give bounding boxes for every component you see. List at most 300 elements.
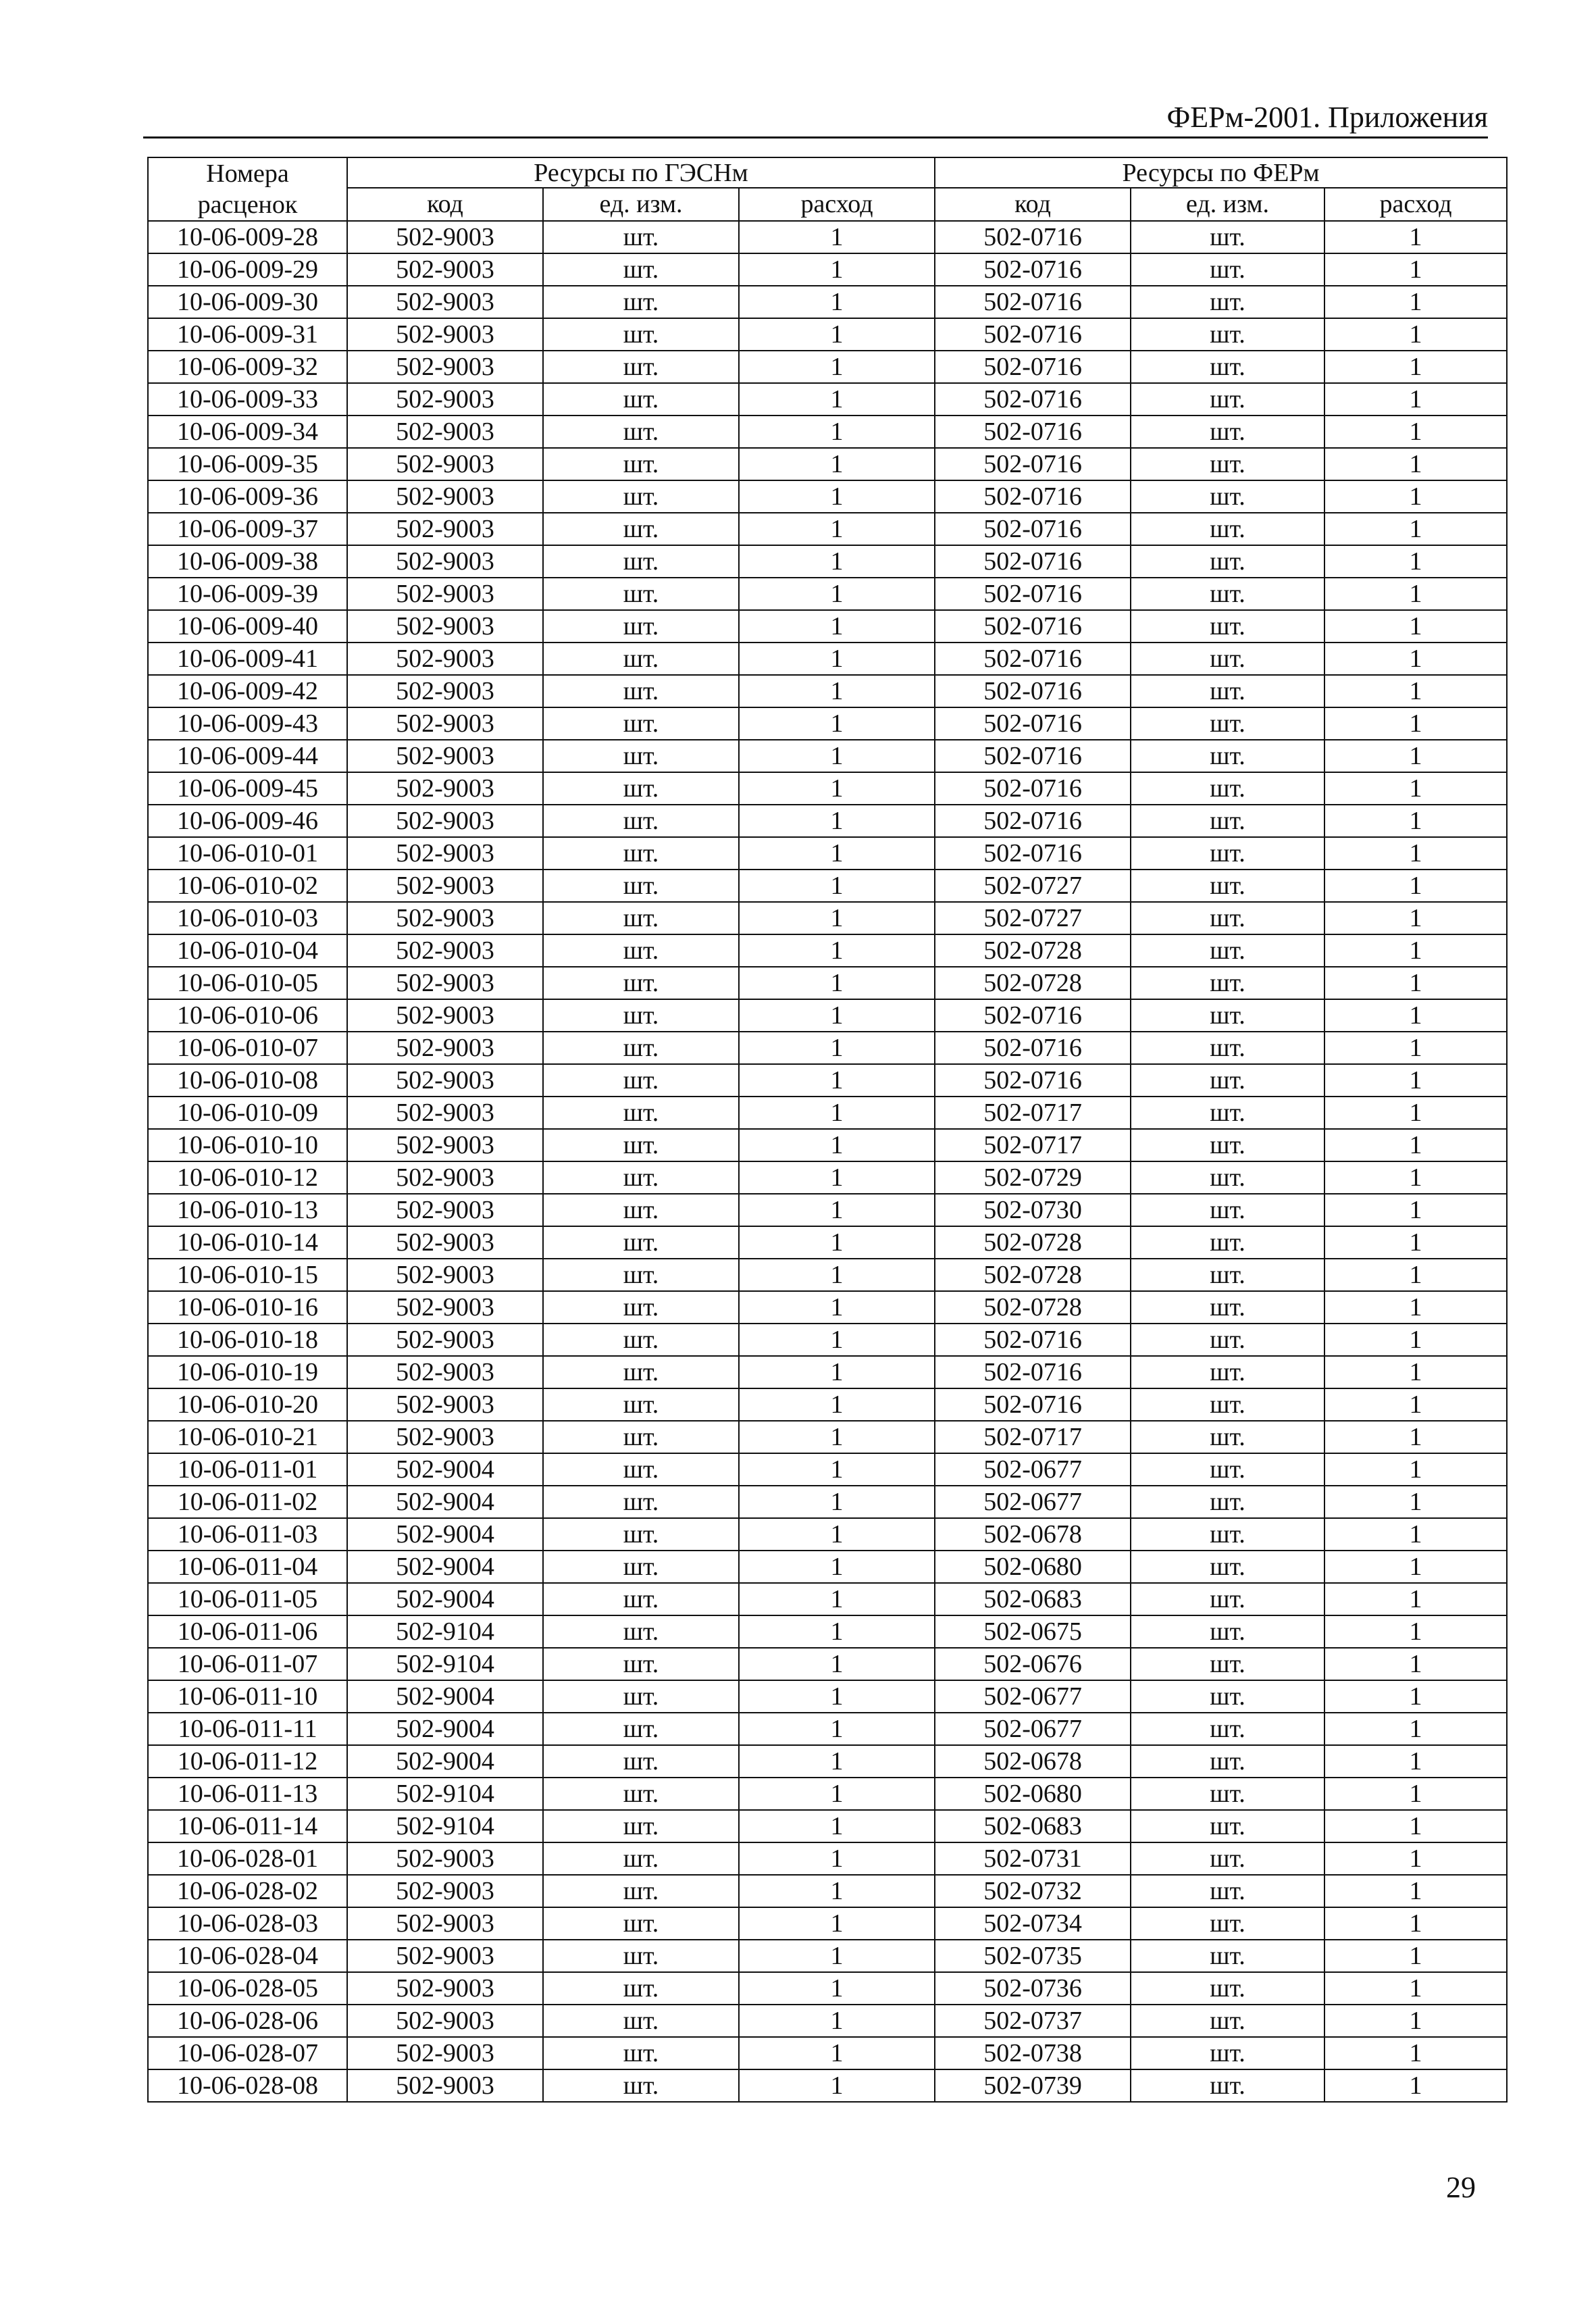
fer-qty-cell: 1 (1324, 1842, 1507, 1875)
fer-code-cell: 502-0732 (935, 1875, 1131, 1907)
running-head: ФЕРм-2001. Приложения (1166, 101, 1488, 134)
gesn-qty-cell: 1 (739, 837, 935, 870)
fer-code-cell: 502-0676 (935, 1648, 1131, 1680)
rate-number-cell: 10-06-011-14 (148, 1810, 347, 1842)
gesn-code-cell: 502-9003 (347, 1940, 543, 1972)
table-row (148, 480, 1507, 513)
gesn-code-cell: 502-9104 (347, 1778, 543, 1810)
gesn-qty-cell: 1 (739, 545, 935, 578)
gesn-code-cell: 502-9003 (347, 480, 543, 513)
fer-unit-cell: шт. (1131, 578, 1324, 610)
table-row (148, 1518, 1507, 1551)
fer-unit-cell: шт. (1131, 1226, 1324, 1259)
fer-code-cell: 502-0675 (935, 1615, 1131, 1648)
gesn-unit-cell: шт. (543, 1161, 739, 1194)
table-row (148, 221, 1507, 253)
gesn-code-cell: 502-9003 (347, 740, 543, 772)
gesn-qty-cell: 1 (739, 1259, 935, 1291)
fer-qty-cell: 1 (1324, 2069, 1507, 2102)
fer-unit-cell: шт. (1131, 351, 1324, 383)
fer-qty-cell: 1 (1324, 351, 1507, 383)
fer-code-cell: 502-0716 (935, 545, 1131, 578)
rate-number-cell: 10-06-011-12 (148, 1745, 347, 1778)
fer-qty-cell: 1 (1324, 1907, 1507, 1940)
fer-unit-cell: шт. (1131, 1032, 1324, 1064)
gesn-code-cell: 502-9004 (347, 1583, 543, 1615)
gesn-qty-cell: 1 (739, 1615, 935, 1648)
table-row (148, 1486, 1507, 1518)
fer-qty-cell: 1 (1324, 416, 1507, 448)
fer-qty-cell: 1 (1324, 1064, 1507, 1097)
gesn-code-cell: 502-9003 (347, 1972, 543, 2005)
fer-code-cell: 502-0716 (935, 221, 1131, 253)
gesn-qty-cell: 1 (739, 318, 935, 351)
table-row (148, 448, 1507, 480)
fer-code-cell: 502-0716 (935, 707, 1131, 740)
gesn-code-cell: 502-9003 (347, 351, 543, 383)
rate-number-cell: 10-06-028-01 (148, 1842, 347, 1875)
fer-code-cell: 502-0677 (935, 1713, 1131, 1745)
gesn-code-cell: 502-9003 (347, 578, 543, 610)
fer-code-cell: 502-0716 (935, 448, 1131, 480)
gesn-code-cell: 502-9003 (347, 1129, 543, 1161)
fer-qty-cell: 1 (1324, 1161, 1507, 1194)
fer-qty-cell: 1 (1324, 934, 1507, 967)
rate-number-cell: 10-06-009-34 (148, 416, 347, 448)
rate-number-cell: 10-06-010-21 (148, 1421, 347, 1453)
fer-code-cell: 502-0717 (935, 1097, 1131, 1129)
table-row (148, 1324, 1507, 1356)
gesn-unit-cell: шт. (543, 253, 739, 286)
gesn-unit-cell: шт. (543, 805, 739, 837)
fer-unit-cell: шт. (1131, 1680, 1324, 1713)
gesn-code-cell: 502-9003 (347, 1907, 543, 1940)
gesn-code-cell: 502-9003 (347, 1161, 543, 1194)
page-number: 29 (1446, 2171, 1476, 2204)
rate-number-cell: 10-06-028-06 (148, 2005, 347, 2037)
fer-code-cell: 502-0728 (935, 1259, 1131, 1291)
rate-number-cell: 10-06-010-15 (148, 1259, 347, 1291)
gesn-qty-cell: 1 (739, 448, 935, 480)
gesn-unit-cell: шт. (543, 1356, 739, 1388)
fer-qty-cell: 1 (1324, 1972, 1507, 2005)
table-row (148, 578, 1507, 610)
fer-unit-header: ед. изм. (1131, 188, 1324, 221)
resource-table (147, 157, 1508, 2103)
fer-code-cell: 502-0739 (935, 2069, 1131, 2102)
fer-unit-cell: шт. (1131, 1324, 1324, 1356)
gesn-unit-cell: шт. (543, 1680, 739, 1713)
fer-unit-cell: шт. (1131, 416, 1324, 448)
fer-unit-cell: шт. (1131, 1486, 1324, 1518)
fer-unit-cell: шт. (1131, 1259, 1324, 1291)
header-rule (143, 136, 1488, 139)
fer-qty-cell: 1 (1324, 1421, 1507, 1453)
gesn-qty-cell: 1 (739, 253, 935, 286)
gesn-qty-cell: 1 (739, 870, 935, 902)
table-row (148, 2037, 1507, 2069)
fer-qty-cell: 1 (1324, 2037, 1507, 2069)
fer-unit-cell: шт. (1131, 2069, 1324, 2102)
table-row (148, 1259, 1507, 1291)
gesn-code-cell: 502-9003 (347, 1875, 543, 1907)
gesn-code-cell: 502-9003 (347, 545, 543, 578)
fer-qty-cell: 1 (1324, 286, 1507, 318)
gesn-qty-cell: 1 (739, 1032, 935, 1064)
fer-unit-cell: шт. (1131, 383, 1324, 416)
fer-qty-cell: 1 (1324, 221, 1507, 253)
gesn-unit-cell: шт. (543, 545, 739, 578)
fer-unit-cell: шт. (1131, 610, 1324, 643)
gesn-code-cell: 502-9104 (347, 1810, 543, 1842)
fer-qty-cell: 1 (1324, 448, 1507, 480)
rate-number-cell: 10-06-011-13 (148, 1778, 347, 1810)
gesn-qty-cell: 1 (739, 351, 935, 383)
fer-qty-cell: 1 (1324, 253, 1507, 286)
gesn-code-cell: 502-9003 (347, 870, 543, 902)
gesn-code-cell: 502-9003 (347, 286, 543, 318)
rate-number-cell: 10-06-010-10 (148, 1129, 347, 1161)
table-row (148, 675, 1507, 707)
gesn-code-cell: 502-9003 (347, 1259, 543, 1291)
table-row (148, 902, 1507, 934)
fer-code-cell: 502-0735 (935, 1940, 1131, 1972)
gesn-qty-cell: 1 (739, 1778, 935, 1810)
table-row (148, 1680, 1507, 1713)
fer-unit-cell: шт. (1131, 1810, 1324, 1842)
fer-code-cell: 502-0727 (935, 902, 1131, 934)
rate-number-cell: 10-06-009-36 (148, 480, 347, 513)
rate-number-cell: 10-06-010-09 (148, 1097, 347, 1129)
fer-unit-cell: шт. (1131, 934, 1324, 967)
table-row (148, 1356, 1507, 1388)
gesn-qty-cell: 1 (739, 480, 935, 513)
fer-unit-cell: шт. (1131, 1421, 1324, 1453)
rate-number-cell: 10-06-009-28 (148, 221, 347, 253)
fer-qty-cell: 1 (1324, 1356, 1507, 1388)
gesn-code-cell: 502-9003 (347, 448, 543, 480)
table-row (148, 1940, 1507, 1972)
table-row (148, 1194, 1507, 1226)
fer-unit-cell: шт. (1131, 1875, 1324, 1907)
table-row (148, 1551, 1507, 1583)
table-row (148, 1810, 1507, 1842)
gesn-code-cell: 502-9003 (347, 1421, 543, 1453)
gesn-unit-cell: шт. (543, 221, 739, 253)
fer-qty-cell: 1 (1324, 1778, 1507, 1810)
rate-number-cell: 10-06-010-18 (148, 1324, 347, 1356)
fer-code-cell: 502-0683 (935, 1583, 1131, 1615)
rate-number-cell: 10-06-011-07 (148, 1648, 347, 1680)
fer-unit-cell: шт. (1131, 318, 1324, 351)
fer-code-cell: 502-0737 (935, 2005, 1131, 2037)
gesn-qty-cell: 1 (739, 1713, 935, 1745)
fer-qty-cell: 1 (1324, 1194, 1507, 1226)
table-row (148, 1291, 1507, 1324)
fer-qty-cell: 1 (1324, 2005, 1507, 2037)
gesn-qty-cell: 1 (739, 1388, 935, 1421)
fer-qty-cell: 1 (1324, 643, 1507, 675)
rate-number-cell: 10-06-011-04 (148, 1551, 347, 1583)
gesn-unit-cell: шт. (543, 1129, 739, 1161)
table-row (148, 870, 1507, 902)
gesn-qty-cell: 1 (739, 1518, 935, 1551)
gesn-qty-cell: 1 (739, 1551, 935, 1583)
fer-code-cell: 502-0728 (935, 1226, 1131, 1259)
gesn-qty-cell: 1 (739, 1972, 935, 2005)
rate-number-cell: 10-06-010-19 (148, 1356, 347, 1388)
fer-unit-cell: шт. (1131, 967, 1324, 999)
gesn-unit-cell: шт. (543, 318, 739, 351)
fer-code-cell: 502-0716 (935, 740, 1131, 772)
fer-qty-cell: 1 (1324, 1810, 1507, 1842)
rate-number-cell: 10-06-028-04 (148, 1940, 347, 1972)
gesn-code-cell: 502-9004 (347, 1745, 543, 1778)
fer-code-cell: 502-0730 (935, 1194, 1131, 1226)
rate-number-cell: 10-06-011-03 (148, 1518, 347, 1551)
col-rate-header (148, 157, 347, 221)
gesn-unit-cell: шт. (543, 675, 739, 707)
fer-code-cell: 502-0716 (935, 643, 1131, 675)
fer-code-cell: 502-0680 (935, 1551, 1131, 1583)
fer-unit-cell: шт. (1131, 253, 1324, 286)
gesn-qty-cell: 1 (739, 1648, 935, 1680)
rate-number-cell: 10-06-010-20 (148, 1388, 347, 1421)
gesn-qty-cell: 1 (739, 1875, 935, 1907)
gesn-qty-cell: 1 (739, 902, 935, 934)
table-row (148, 1615, 1507, 1648)
gesn-code-cell: 502-9003 (347, 1064, 543, 1097)
fer-code-cell: 502-0716 (935, 610, 1131, 643)
fer-unit-cell: шт. (1131, 837, 1324, 870)
table-row (148, 253, 1507, 286)
gesn-unit-cell: шт. (543, 1324, 739, 1356)
table-row (148, 740, 1507, 772)
rate-number-cell: 10-06-009-32 (148, 351, 347, 383)
gesn-unit-cell: шт. (543, 870, 739, 902)
table-row (148, 1421, 1507, 1453)
fer-code-header: код (935, 188, 1131, 221)
gesn-qty-cell: 1 (739, 999, 935, 1032)
rate-number-cell: 10-06-009-31 (148, 318, 347, 351)
gesn-code-cell: 502-9003 (347, 1226, 543, 1259)
rate-number-cell: 10-06-010-16 (148, 1291, 347, 1324)
gesn-code-cell: 502-9004 (347, 1713, 543, 1745)
fer-qty-cell: 1 (1324, 1648, 1507, 1680)
rate-number-cell: 10-06-028-08 (148, 2069, 347, 2102)
fer-code-cell: 502-0716 (935, 1356, 1131, 1388)
fer-code-cell: 502-0731 (935, 1842, 1131, 1875)
gesn-code-header: код (347, 188, 543, 221)
fer-qty-cell: 1 (1324, 1615, 1507, 1648)
gesn-qty-cell: 1 (739, 1907, 935, 1940)
gesn-unit-cell: шт. (543, 2069, 739, 2102)
rate-number-cell: 10-06-028-02 (148, 1875, 347, 1907)
gesn-qty-cell: 1 (739, 643, 935, 675)
gesn-qty-cell: 1 (739, 1421, 935, 1453)
gesn-code-cell: 502-9003 (347, 1842, 543, 1875)
gesn-qty-cell: 1 (739, 416, 935, 448)
table-row (148, 416, 1507, 448)
fer-code-cell: 502-0716 (935, 253, 1131, 286)
table-row (148, 1097, 1507, 1129)
fer-qty-cell: 1 (1324, 610, 1507, 643)
rate-number-cell: 10-06-010-02 (148, 870, 347, 902)
fer-qty-cell: 1 (1324, 675, 1507, 707)
fer-unit-cell: шт. (1131, 1129, 1324, 1161)
table-row (148, 1064, 1507, 1097)
fer-unit-cell: шт. (1131, 1778, 1324, 1810)
fer-code-cell: 502-0677 (935, 1486, 1131, 1518)
gesn-qty-cell: 1 (739, 2069, 935, 2102)
gesn-unit-cell: шт. (543, 772, 739, 805)
gesn-qty-cell: 1 (739, 2005, 935, 2037)
gesn-unit-cell: шт. (543, 1194, 739, 1226)
fer-qty-cell: 1 (1324, 707, 1507, 740)
fer-qty-cell: 1 (1324, 480, 1507, 513)
fer-code-cell: 502-0677 (935, 1680, 1131, 1713)
fer-qty-cell: 1 (1324, 1713, 1507, 1745)
gesn-qty-cell: 1 (739, 967, 935, 999)
table-row (148, 805, 1507, 837)
rate-number-cell: 10-06-010-03 (148, 902, 347, 934)
fer-code-cell: 502-0716 (935, 805, 1131, 837)
fer-code-cell: 502-0734 (935, 1907, 1131, 1940)
gesn-unit-cell: шт. (543, 480, 739, 513)
table-row (148, 2069, 1507, 2102)
fer-qty-cell: 1 (1324, 1551, 1507, 1583)
gesn-qty-cell: 1 (739, 383, 935, 416)
gesn-unit-cell: шт. (543, 740, 739, 772)
rate-number-cell: 10-06-011-06 (148, 1615, 347, 1648)
table-row (148, 1778, 1507, 1810)
gesn-unit-header: ед. изм. (543, 188, 739, 221)
gesn-unit-cell: шт. (543, 2005, 739, 2037)
gesn-unit-cell: шт. (543, 2037, 739, 2069)
fer-unit-cell: шт. (1131, 448, 1324, 480)
rate-number-cell: 10-06-011-01 (148, 1453, 347, 1486)
gesn-code-cell: 502-9003 (347, 1097, 543, 1129)
gesn-unit-cell: шт. (543, 1713, 739, 1745)
rate-number-cell: 10-06-010-05 (148, 967, 347, 999)
gesn-unit-cell: шт. (543, 1453, 739, 1486)
gesn-unit-cell: шт. (543, 1810, 739, 1842)
fer-unit-cell: шт. (1131, 1842, 1324, 1875)
gesn-unit-cell: шт. (543, 837, 739, 870)
fer-code-cell: 502-0738 (935, 2037, 1131, 2069)
fer-unit-cell: шт. (1131, 1291, 1324, 1324)
gesn-unit-cell: шт. (543, 383, 739, 416)
table-row (148, 1388, 1507, 1421)
rate-number-cell: 10-06-010-07 (148, 1032, 347, 1064)
fer-qty-cell: 1 (1324, 1518, 1507, 1551)
table-row (148, 967, 1507, 999)
fer-unit-cell: шт. (1131, 1097, 1324, 1129)
fer-unit-cell: шт. (1131, 1453, 1324, 1486)
table-row (148, 707, 1507, 740)
fer-qty-cell: 1 (1324, 999, 1507, 1032)
fer-qty-cell: 1 (1324, 967, 1507, 999)
gesn-code-cell: 502-9003 (347, 383, 543, 416)
fer-qty-cell: 1 (1324, 1583, 1507, 1615)
fer-qty-cell: 1 (1324, 1875, 1507, 1907)
rate-number-cell: 10-06-009-46 (148, 805, 347, 837)
rate-number-cell: 10-06-009-44 (148, 740, 347, 772)
gesn-unit-cell: шт. (543, 1745, 739, 1778)
fer-qty-header: расход (1324, 188, 1507, 221)
rate-number-cell: 10-06-010-06 (148, 999, 347, 1032)
fer-qty-cell: 1 (1324, 1129, 1507, 1161)
gesn-qty-cell: 1 (739, 1064, 935, 1097)
gesn-qty-cell: 1 (739, 772, 935, 805)
gesn-unit-cell: шт. (543, 967, 739, 999)
fer-unit-cell: шт. (1131, 902, 1324, 934)
gesn-qty-cell: 1 (739, 1324, 935, 1356)
fer-qty-cell: 1 (1324, 902, 1507, 934)
fer-qty-cell: 1 (1324, 1291, 1507, 1324)
fer-qty-cell: 1 (1324, 1940, 1507, 1972)
fer-unit-cell: шт. (1131, 1161, 1324, 1194)
gesn-qty-cell: 1 (739, 1097, 935, 1129)
fer-code-cell: 502-0716 (935, 772, 1131, 805)
table-row (148, 545, 1507, 578)
gesn-unit-cell: шт. (543, 902, 739, 934)
rate-number-cell: 10-06-028-05 (148, 1972, 347, 2005)
rate-number-cell: 10-06-011-05 (148, 1583, 347, 1615)
rate-number-cell: 10-06-009-40 (148, 610, 347, 643)
fer-code-cell: 502-0727 (935, 870, 1131, 902)
gesn-unit-cell: шт. (543, 1972, 739, 2005)
gesn-qty-cell: 1 (739, 286, 935, 318)
gesn-qty-cell: 1 (739, 513, 935, 545)
rate-number-cell: 10-06-009-30 (148, 286, 347, 318)
table-body (148, 221, 1507, 2102)
gesn-code-cell: 502-9003 (347, 221, 543, 253)
gesn-code-cell: 502-9004 (347, 1486, 543, 1518)
fer-unit-cell: шт. (1131, 675, 1324, 707)
rate-number-cell: 10-06-009-45 (148, 772, 347, 805)
fer-code-cell: 502-0680 (935, 1778, 1131, 1810)
gesn-unit-cell: шт. (543, 1940, 739, 1972)
gesn-qty-cell: 1 (739, 740, 935, 772)
fer-qty-cell: 1 (1324, 318, 1507, 351)
gesn-code-cell: 502-9003 (347, 253, 543, 286)
gesn-unit-cell: шт. (543, 1615, 739, 1648)
fer-code-cell: 502-0683 (935, 1810, 1131, 1842)
fer-qty-cell: 1 (1324, 1388, 1507, 1421)
fer-code-cell: 502-0716 (935, 999, 1131, 1032)
gesn-qty-cell: 1 (739, 1940, 935, 1972)
fer-unit-cell: шт. (1131, 870, 1324, 902)
fer-qty-cell: 1 (1324, 578, 1507, 610)
fer-qty-cell: 1 (1324, 1680, 1507, 1713)
fer-unit-cell: шт. (1131, 1551, 1324, 1583)
fer-code-cell: 502-0678 (935, 1745, 1131, 1778)
rate-number-cell: 10-06-010-04 (148, 934, 347, 967)
fer-qty-cell: 1 (1324, 1324, 1507, 1356)
gesn-unit-cell: шт. (543, 1907, 739, 1940)
gesn-code-cell: 502-9003 (347, 1032, 543, 1064)
fer-code-cell: 502-0717 (935, 1129, 1131, 1161)
table-row (148, 1129, 1507, 1161)
fer-code-cell: 502-0716 (935, 286, 1131, 318)
gesn-unit-cell: шт. (543, 1551, 739, 1583)
gesn-unit-cell: шт. (543, 1259, 739, 1291)
fer-qty-cell: 1 (1324, 1259, 1507, 1291)
fer-unit-cell: шт. (1131, 1388, 1324, 1421)
gesn-qty-cell: 1 (739, 1194, 935, 1226)
gesn-qty-cell: 1 (739, 1680, 935, 1713)
